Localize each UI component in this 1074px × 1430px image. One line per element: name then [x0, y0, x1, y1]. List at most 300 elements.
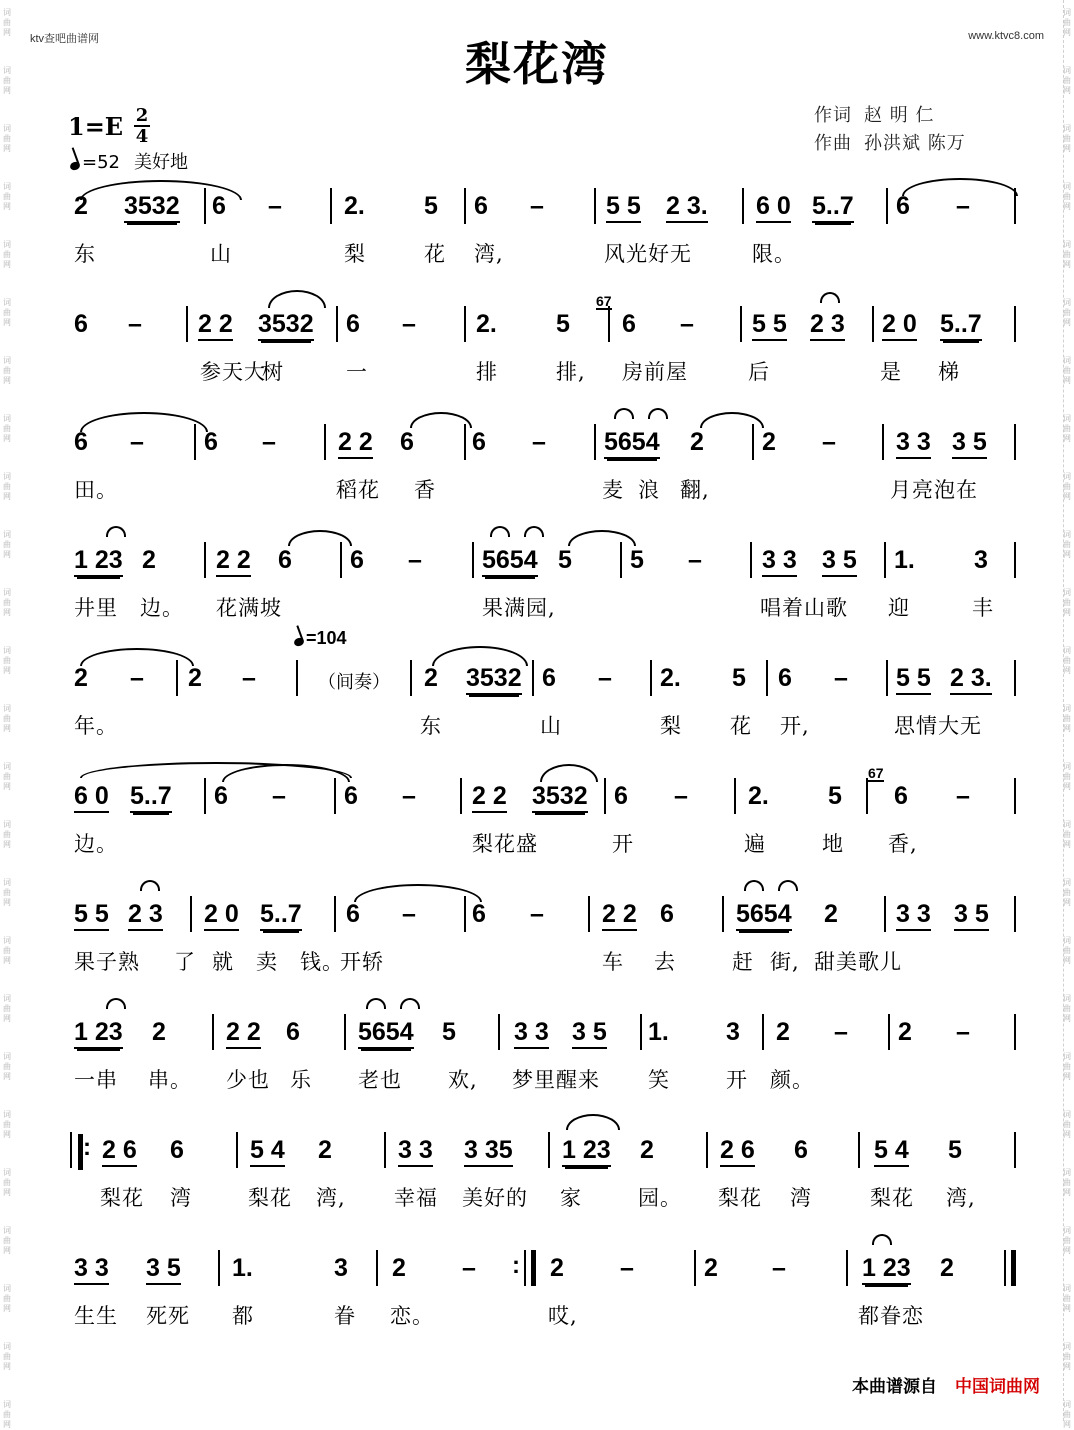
lyric-text: 生生 — [74, 1304, 118, 1328]
bar-line — [524, 1250, 526, 1286]
note: 3 35 — [464, 1136, 513, 1167]
lyric-text: 麦 — [602, 478, 624, 502]
bar-line — [460, 778, 462, 814]
lyric-text: 少也 — [226, 1068, 270, 1092]
tempo-marking — [70, 148, 188, 174]
note: – — [262, 428, 276, 456]
watermark-mark: 词 曲 网 — [3, 530, 11, 559]
lyric-text: 年。 — [74, 714, 118, 738]
watermark-mark: 词 曲 网 — [1063, 1168, 1071, 1197]
lyricist-name: 赵 明 仁 — [864, 105, 935, 126]
lyric-text: 后 — [748, 360, 770, 384]
note: 2 — [152, 1018, 166, 1046]
bar-line — [336, 306, 338, 342]
note: – — [402, 310, 416, 338]
arc-mark — [366, 998, 386, 1009]
watermark-mark: 词 曲 网 — [1063, 936, 1071, 965]
watermark-mark: 词 曲 网 — [3, 472, 11, 501]
note: 2 — [318, 1136, 332, 1164]
lyric-text: 去 — [654, 950, 676, 974]
note: 5..7 — [812, 192, 854, 223]
lyric-text: 欢, — [448, 1068, 478, 1092]
arc-mark — [744, 880, 764, 891]
watermark-mark: 词 曲 网 — [1063, 1226, 1071, 1255]
slur-mark — [568, 530, 636, 546]
watermark-mark: 词 曲 网 — [1063, 878, 1071, 907]
lyric-text: 都眷恋 — [858, 1304, 924, 1328]
lyric-text: 迎 — [888, 596, 910, 620]
note: 2 — [640, 1136, 654, 1164]
lyrics-row — [0, 1300, 1074, 1330]
lyric-text: 香 — [414, 478, 436, 502]
bar-line — [858, 1132, 860, 1168]
bar-line — [882, 424, 884, 460]
watermark-mark: 词 曲 网 — [1063, 182, 1071, 211]
note: 2 — [392, 1254, 406, 1282]
bar-line — [884, 896, 886, 932]
watermark-mark: 词 曲 网 — [1063, 530, 1071, 559]
watermark-mark: 词 曲 网 — [3, 820, 11, 849]
lyric-text: 梨花 — [718, 1186, 762, 1210]
note: – — [402, 900, 416, 928]
song-title: 梨花湾 — [465, 37, 609, 91]
lyric-text: 果子熟 — [74, 950, 140, 974]
note: – — [130, 664, 144, 692]
lyric-text: 车 — [602, 950, 624, 974]
quarter-note-icon — [69, 161, 81, 172]
note: – — [530, 192, 544, 220]
lyrics-row — [0, 592, 1074, 622]
lyric-text: 哎, — [548, 1304, 578, 1328]
slur-mark — [700, 412, 764, 428]
lyric-text: 香, — [888, 832, 918, 856]
notes-row — [0, 414, 1074, 474]
note: – — [688, 546, 702, 574]
note: 5654 — [482, 546, 538, 577]
note: – — [674, 782, 688, 810]
bar-line — [694, 1250, 696, 1286]
bar-line — [766, 660, 768, 696]
bar-line — [886, 660, 888, 696]
bar-line — [722, 896, 724, 932]
watermark-mark: 词 曲 网 — [1063, 1400, 1071, 1429]
footer-source: 本曲谱源自 — [852, 1377, 937, 1397]
bar-line — [498, 1014, 500, 1050]
arc-mark — [872, 1234, 892, 1245]
note: 6 — [794, 1136, 808, 1164]
note: 3 5 — [822, 546, 857, 577]
note: 3532 — [532, 782, 588, 813]
watermark-mark: 词 曲 网 — [3, 1400, 11, 1429]
lyric-text: 湾, — [946, 1186, 976, 1210]
watermark-mark: 词 曲 网 — [3, 878, 11, 907]
lyric-text: 参天大 — [200, 360, 266, 384]
note: 3 3 — [896, 900, 931, 931]
lyric-text: 房前屋 — [622, 360, 688, 384]
bar-line — [204, 542, 206, 578]
note: 2 — [704, 1254, 718, 1282]
bar-line — [204, 778, 206, 814]
bar-line — [740, 306, 742, 342]
bar-line — [212, 1014, 214, 1050]
note: 2 — [142, 546, 156, 574]
arc-mark — [106, 998, 126, 1009]
arc-mark — [400, 998, 420, 1009]
note: 2. — [476, 310, 497, 338]
lyric-text: 田。 — [74, 478, 118, 502]
arc-mark — [524, 526, 544, 537]
watermark-mark: 词 曲 网 — [3, 1226, 11, 1255]
lyric-text: 梨花 — [248, 1186, 292, 1210]
note: 6 — [170, 1136, 184, 1164]
lyric-text: 了 — [174, 950, 196, 974]
note: – — [130, 428, 144, 456]
watermark-mark: 词 曲 网 — [1063, 66, 1071, 95]
note: 6 — [614, 782, 628, 810]
note: 6 — [278, 546, 292, 574]
lyric-text: 风光好无 — [604, 242, 692, 266]
slur-mark — [80, 412, 208, 432]
bar-line — [464, 188, 466, 224]
lyric-text: 山 — [210, 242, 232, 266]
notes-row — [0, 1240, 1074, 1300]
note: 5 — [424, 192, 438, 220]
note: 1. — [648, 1018, 669, 1046]
note: 3 5 — [146, 1254, 181, 1285]
bar-line — [742, 188, 744, 224]
arc-mark — [140, 880, 160, 891]
note: 2 — [74, 664, 88, 692]
slur-mark — [354, 884, 482, 902]
note: 2 2 — [198, 310, 233, 341]
note: 2. — [660, 664, 681, 692]
note: 5654 — [604, 428, 660, 459]
lyric-text: 东 — [74, 242, 96, 266]
slur-mark — [268, 290, 326, 308]
note: 3 3 — [762, 546, 797, 577]
lyric-text: 一串 — [74, 1068, 118, 1092]
note: – — [956, 192, 970, 220]
footer-site: 中国词曲网 — [955, 1377, 1040, 1397]
grace-notes: 67 — [868, 765, 884, 781]
lyric-text: 遍 — [744, 832, 766, 856]
watermark-mark: 词 曲 网 — [1063, 356, 1071, 385]
watermark-mark: 词 曲 网 — [3, 240, 11, 269]
time-bottom: 4 — [135, 126, 149, 147]
note: 5 — [732, 664, 746, 692]
watermark-mark: 词 曲 网 — [1063, 1342, 1071, 1371]
lyrics-row — [0, 238, 1074, 268]
note: 5 5 — [896, 664, 931, 695]
slur-mark — [410, 412, 472, 428]
lyric-text: 街, — [770, 950, 800, 974]
bar-line — [1014, 542, 1016, 578]
lyric-text: 排, — [556, 360, 586, 384]
note: 6 — [400, 428, 414, 456]
watermark-mark: 词 曲 网 — [1063, 646, 1071, 675]
arc-mark — [778, 880, 798, 891]
note: 6 0 — [74, 782, 109, 813]
notes-row — [0, 886, 1074, 946]
watermark-mark: 词 曲 网 — [1063, 762, 1071, 791]
source-site-left: ktv查吧曲谱网 — [30, 33, 100, 45]
lyrics-row — [0, 1064, 1074, 1094]
bar-line — [706, 1132, 708, 1168]
lyric-text: 甜美歌儿 — [814, 950, 902, 974]
lyric-text: 卖 — [256, 950, 278, 974]
arc-mark — [648, 408, 668, 419]
lyric-text: 山 — [540, 714, 562, 738]
note: – — [680, 310, 694, 338]
note: 5 5 — [606, 192, 641, 223]
watermark-mark: 词 曲 网 — [3, 298, 11, 327]
bar-line — [1004, 1250, 1006, 1286]
note: 1 23 — [862, 1254, 911, 1285]
bar-line — [886, 188, 888, 224]
note: – — [772, 1254, 786, 1282]
bar-line — [464, 306, 466, 342]
lyric-text: 颜。 — [770, 1068, 814, 1092]
note: 6 — [542, 664, 556, 692]
note: 6 — [346, 310, 360, 338]
bar-line — [532, 660, 534, 696]
note: 3 3 — [74, 1254, 109, 1285]
note: 2 — [424, 664, 438, 692]
lyric-text: 钱。 — [300, 950, 344, 974]
bar-line — [872, 306, 874, 342]
bar-line — [620, 542, 622, 578]
notes-row — [0, 628, 1074, 710]
arc-mark — [106, 526, 126, 537]
lyric-text: 湾, — [316, 1186, 346, 1210]
note: 6 — [472, 900, 486, 928]
bar-line — [1014, 896, 1016, 932]
bar-line — [296, 660, 298, 696]
note: 2 3 — [128, 900, 163, 931]
note: 5..7 — [940, 310, 982, 341]
time-signature — [134, 106, 150, 146]
watermark-mark: 词 曲 网 — [1063, 414, 1071, 443]
note: 6 — [212, 192, 226, 220]
watermark-mark: 词 曲 网 — [1063, 8, 1071, 37]
bar-line — [472, 542, 474, 578]
note: – — [956, 782, 970, 810]
watermark-mark: 词 曲 网 — [1063, 704, 1071, 733]
note: 5 5 — [74, 900, 109, 931]
bar-line — [334, 778, 336, 814]
lyric-text: 开 — [612, 832, 634, 856]
note: 5..7 — [260, 900, 302, 931]
lyric-text: 湾 — [170, 1186, 192, 1210]
lyric-text: 梨 — [344, 242, 366, 266]
bar-line — [330, 188, 332, 224]
watermark-mark: 词 曲 网 — [3, 646, 11, 675]
lyric-text: 梨 — [660, 714, 682, 738]
note: 5 5 — [752, 310, 787, 341]
bar-line — [1014, 1132, 1016, 1168]
bar-line — [594, 188, 596, 224]
note: 6 — [660, 900, 674, 928]
tempo-change-value: =104 — [306, 628, 347, 648]
lyric-text: 梨花 — [100, 1186, 144, 1210]
note: 2 — [762, 428, 776, 456]
lyric-text: 幸福 — [394, 1186, 438, 1210]
bar-line — [1014, 660, 1016, 696]
note: 5 — [828, 782, 842, 810]
slur-mark — [288, 530, 352, 546]
note: 1 23 — [562, 1136, 611, 1167]
note: – — [532, 428, 546, 456]
watermark-mark: 词 曲 网 — [3, 1342, 11, 1371]
lyric-text: 梯 — [938, 360, 960, 384]
composer-label: 作曲 — [814, 133, 852, 154]
note: 2 2 — [226, 1018, 261, 1049]
bar-line — [190, 896, 192, 932]
bar-line — [888, 1014, 890, 1050]
watermark-mark: 词 曲 网 — [3, 588, 11, 617]
bar-line — [752, 424, 754, 460]
lyric-text: 老也 — [358, 1068, 402, 1092]
bar-line — [750, 542, 752, 578]
lyric-text: 湾 — [790, 1186, 812, 1210]
note: 6 — [204, 428, 218, 456]
note: – — [620, 1254, 634, 1282]
lyric-text: 翻, — [680, 478, 710, 502]
note: 2 — [188, 664, 202, 692]
note: – — [530, 900, 544, 928]
note: 2 6 — [720, 1136, 755, 1167]
lyrics-row — [0, 828, 1074, 858]
watermark-mark: 词 曲 网 — [3, 1110, 11, 1139]
note: 1 23 — [74, 1018, 123, 1049]
note: 5 — [630, 546, 644, 574]
note: 2 — [898, 1018, 912, 1046]
note: 3532 — [466, 664, 522, 695]
watermark-mark: 词 曲 网 — [3, 66, 11, 95]
slur-mark — [80, 180, 242, 200]
note: 1 23 — [74, 546, 123, 577]
note: 2 — [824, 900, 838, 928]
note: 2 0 — [882, 310, 917, 341]
bar-line — [846, 1250, 848, 1286]
notes-row — [0, 1122, 1074, 1182]
lyric-text: 地 — [822, 832, 844, 856]
lyrics-row — [0, 356, 1074, 386]
note: 5654 — [736, 900, 792, 931]
note: 2. — [748, 782, 769, 810]
tempo-value: =52 — [82, 152, 120, 173]
bar-line — [464, 424, 466, 460]
note: 2 — [776, 1018, 790, 1046]
watermark-mark: 词 曲 网 — [1063, 994, 1071, 1023]
bar-line — [410, 660, 412, 696]
bar-line — [588, 896, 590, 932]
note: 3 3 — [896, 428, 931, 459]
lyric-text: 园。 — [638, 1186, 682, 1210]
tempo-change — [294, 628, 347, 649]
expression-text: 美好地 — [134, 152, 188, 173]
bar-line — [334, 896, 336, 932]
notes-row — [0, 293, 1074, 356]
bar-line — [340, 542, 342, 578]
watermark-mark: 词 曲 网 — [3, 8, 11, 37]
watermark-mark: 词 曲 网 — [3, 414, 11, 443]
lyric-text: 思情大无 — [894, 714, 982, 738]
note: 6 — [346, 900, 360, 928]
note: – — [956, 1018, 970, 1046]
lyric-text: 一 — [346, 360, 368, 384]
note: 3532 — [124, 192, 180, 223]
arc-mark — [490, 526, 510, 537]
lyric-text: 开, — [780, 714, 810, 738]
note: – — [128, 310, 142, 338]
watermark-mark: 词 曲 网 — [1063, 1284, 1071, 1313]
lyric-text: 排 — [476, 360, 498, 384]
note: 5 4 — [250, 1136, 285, 1167]
note: 2 6 — [102, 1136, 137, 1167]
note: 5..7 — [130, 782, 172, 813]
bar-line — [866, 778, 868, 814]
note: 6 — [474, 192, 488, 220]
watermark-mark: 词 曲 网 — [1063, 820, 1071, 849]
note: – — [834, 1018, 848, 1046]
watermark-mark: 词 曲 网 — [1063, 240, 1071, 269]
lyric-text: 井里 — [74, 596, 118, 620]
note: 2. — [344, 192, 365, 220]
lyric-text: 死死 — [146, 1304, 190, 1328]
note: – — [598, 664, 612, 692]
note: 6 — [214, 782, 228, 810]
bar-line — [376, 1250, 378, 1286]
note: 5 — [948, 1136, 962, 1164]
watermark-mark: 词 曲 网 — [1063, 298, 1071, 327]
lyric-text: 是 — [880, 360, 902, 384]
note: 2 3 — [810, 310, 845, 341]
note: 2 3. — [666, 192, 708, 223]
watermark-mark: 词 曲 网 — [3, 994, 11, 1023]
note: 3 3 — [514, 1018, 549, 1049]
watermark-mark: 词 曲 网 — [3, 936, 11, 965]
arc-mark — [820, 292, 840, 303]
grace-notes: 67 — [596, 293, 612, 309]
lyric-text: 丰 — [972, 596, 994, 620]
lyric-text: 乐 — [290, 1068, 312, 1092]
lyrics-row — [0, 1182, 1074, 1212]
slur-mark — [80, 648, 194, 666]
note: – — [462, 1254, 476, 1282]
source-site-right: www.ktvc8.com — [968, 30, 1044, 42]
note: 6 — [896, 192, 910, 220]
note: 2 — [550, 1254, 564, 1282]
lyricist-label: 作词 — [814, 105, 852, 126]
lyric-text: 稻花 — [336, 478, 380, 502]
note: 2 — [74, 192, 88, 220]
note: 6 — [622, 310, 636, 338]
lyric-text: 梨花盛 — [472, 832, 538, 856]
lyric-text: 边。 — [74, 832, 118, 856]
lyrics-row — [0, 474, 1074, 504]
note: – — [272, 782, 286, 810]
bar-line — [236, 1132, 238, 1168]
watermark-mark: 词 曲 网 — [3, 124, 11, 153]
note: 3 5 — [572, 1018, 607, 1049]
watermark-mark: 词 曲 网 — [3, 1052, 11, 1081]
note: 5 — [442, 1018, 456, 1046]
composer-name: 孙洪斌 陈万 — [864, 133, 966, 154]
bar-line — [608, 306, 610, 342]
note: 6 — [74, 310, 88, 338]
bar-line — [1014, 778, 1016, 814]
